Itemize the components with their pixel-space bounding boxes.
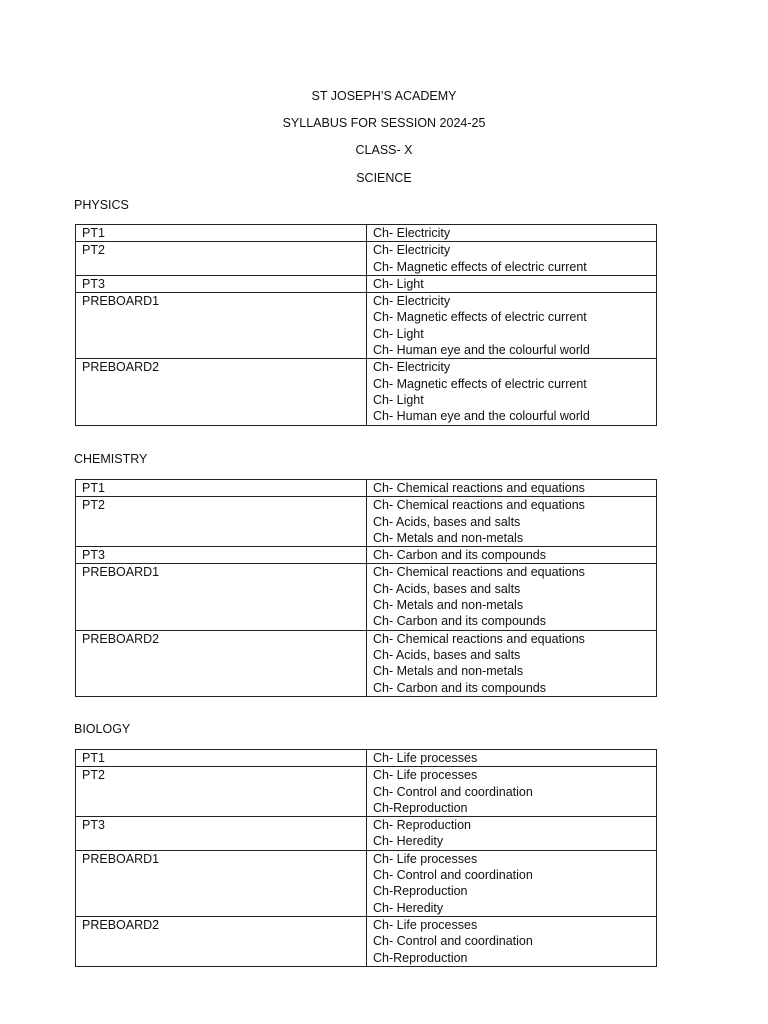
chapter-item: Ch- Light: [373, 392, 424, 407]
chapter-item: Ch- Reproduction: [373, 818, 471, 833]
table-row: [76, 817, 657, 851]
chapter-item: Ch- Control and coordination: [373, 934, 533, 949]
chapter-item: Ch- Metals and non-metals: [373, 664, 524, 679]
term-cell: PT3: [76, 275, 367, 292]
chapter-item: Ch- Life processes: [373, 851, 478, 866]
chapter-item: Ch- Chemical reactions and equations: [373, 565, 585, 580]
table-row: [76, 630, 657, 696]
chapter-item: Ch- Magnetic effects of electric current: [373, 310, 587, 325]
chapter-item: Ch- Metals and non-metals: [373, 598, 524, 613]
chapter-item: Ch- Chemical reactions and equations: [373, 481, 585, 495]
chapter-item: Ch- Human eye and the colourful world: [373, 409, 590, 424]
table-row: [76, 564, 657, 630]
table-row: [76, 293, 657, 359]
chapter-item: Ch- Metals and non-metals: [373, 530, 524, 545]
chapter-item: Ch- Light: [373, 276, 424, 291]
chapter-item: Ch- Carbon and its compounds: [373, 680, 547, 695]
chapter-item: Ch- Heredity: [373, 900, 444, 915]
term-cell: PREBOARD1: [76, 564, 367, 630]
chapters-cell: [367, 225, 657, 242]
table-row: [76, 547, 657, 564]
term-cell: PT2: [76, 767, 367, 817]
chapter-item: Ch- Life processes: [373, 751, 478, 765]
term-cell: PT1: [76, 225, 367, 242]
section-title-physics: PHYSICS: [74, 198, 129, 212]
table-row: [76, 750, 657, 767]
table-row: [76, 359, 657, 425]
chapter-item: Ch- Carbon and its compounds: [373, 614, 547, 629]
table-row: [76, 242, 657, 276]
chapter-item: Ch- Control and coordination: [373, 868, 533, 883]
syllabus-table-physics: [75, 224, 657, 426]
chapters-cell: [367, 750, 657, 767]
chapters-cell: [367, 497, 657, 547]
chapter-item: Ch-Reproduction: [373, 800, 468, 815]
term-cell: PT3: [76, 547, 367, 564]
chapters-cell: [367, 630, 657, 696]
table-row: [76, 275, 657, 292]
chapter-item: Ch- Chemical reactions and equations: [373, 498, 585, 513]
term-cell: PT3: [76, 817, 367, 851]
chapter-item: Ch- Heredity: [373, 834, 444, 849]
chapter-item: Ch- Human eye and the colourful world: [373, 343, 590, 358]
table-row: [76, 497, 657, 547]
chapters-cell: [367, 767, 657, 817]
class-label: CLASS- X: [355, 143, 413, 157]
chapter-item: Ch- Electricity: [373, 226, 451, 240]
syllabus-table-chemistry: [75, 479, 657, 697]
school-name: ST JOSEPH’S ACADEMY: [311, 89, 457, 103]
chapter-item: Ch- Electricity: [373, 243, 451, 258]
table-row: [76, 480, 657, 497]
chapters-cell: [367, 817, 657, 851]
table-row: [76, 225, 657, 242]
term-cell: PREBOARD2: [76, 359, 367, 425]
chapter-item: Ch- Electricity: [373, 294, 451, 309]
chapters-cell: [367, 916, 657, 966]
term-cell: PREBOARD1: [76, 850, 367, 916]
term-cell: PREBOARD1: [76, 293, 367, 359]
term-cell: PT2: [76, 497, 367, 547]
chapter-item: Ch- Chemical reactions and equations: [373, 631, 585, 646]
chapter-item: Ch- Light: [373, 326, 424, 341]
chapter-item: Ch- Carbon and its compounds: [373, 548, 547, 563]
chapters-cell: [367, 242, 657, 276]
chapters-cell: [367, 275, 657, 292]
chapter-item: Ch- Magnetic effects of electric current: [373, 259, 587, 274]
term-cell: PT1: [76, 750, 367, 767]
term-cell: PT1: [76, 480, 367, 497]
section-title-chemistry: CHEMISTRY: [74, 452, 148, 466]
chapter-item: Ch-Reproduction: [373, 884, 468, 899]
chapters-cell: [367, 547, 657, 564]
table-row: [76, 767, 657, 817]
term-cell: PREBOARD2: [76, 916, 367, 966]
chapters-cell: [367, 480, 657, 497]
chapter-item: Ch- Acids, bases and salts: [373, 647, 521, 662]
chapter-item: Ch-Reproduction: [373, 950, 468, 965]
table-row: [76, 850, 657, 916]
chapter-item: Ch- Acids, bases and salts: [373, 514, 521, 529]
chapter-item: Ch- Electricity: [373, 360, 451, 375]
chapter-item: Ch- Control and coordination: [373, 784, 533, 799]
chapters-cell: [367, 564, 657, 630]
chapters-cell: [367, 850, 657, 916]
chapters-cell: [367, 359, 657, 425]
table-row: [76, 916, 657, 966]
chapter-item: Ch- Magnetic effects of electric current: [373, 376, 587, 391]
session-title: SYLLABUS FOR SESSION 2024-25: [282, 116, 486, 130]
chapter-item: Ch- Life processes: [373, 917, 478, 932]
subject-label: SCIENCE: [356, 171, 412, 185]
term-cell: PT2: [76, 242, 367, 276]
chapter-item: Ch- Life processes: [373, 768, 478, 783]
chapter-item: Ch- Acids, bases and salts: [373, 581, 521, 596]
term-cell: PREBOARD2: [76, 630, 367, 696]
chapters-cell: [367, 293, 657, 359]
syllabus-table-biology: [75, 749, 657, 967]
section-title-biology: BIOLOGY: [74, 722, 131, 736]
